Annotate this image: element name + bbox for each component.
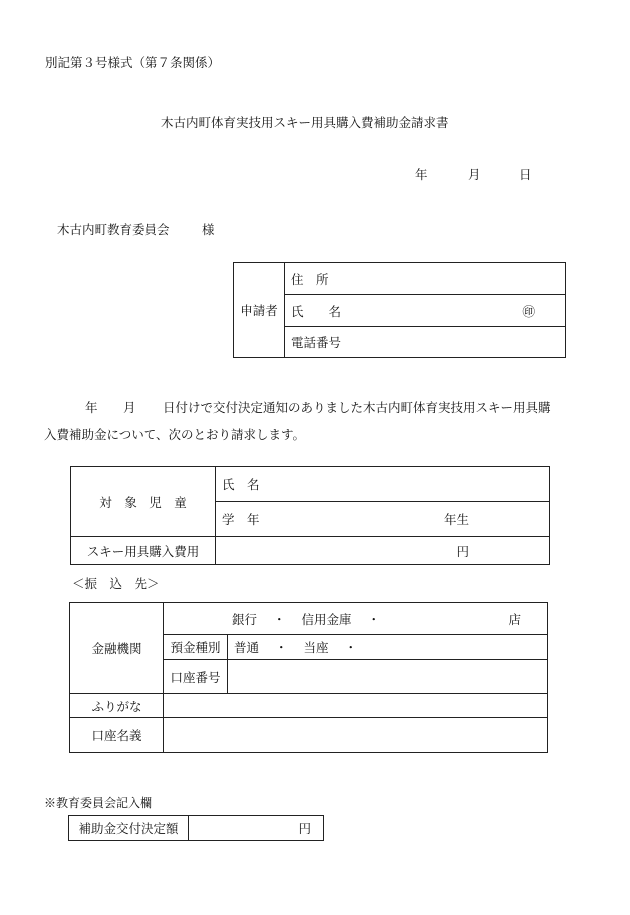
- applicant-table: [233, 262, 566, 358]
- grade-field[interactable]: [216, 502, 550, 537]
- child-name-label: 氏 名: [222, 477, 260, 492]
- bank-dot-1: ・: [273, 611, 286, 627]
- amount-unit: 円: [298, 821, 311, 836]
- date-day: 日: [519, 167, 532, 182]
- bank-label: 銀行: [232, 611, 258, 627]
- deposit-type-label: 預金種別: [164, 635, 228, 660]
- child-name-field[interactable]: [216, 467, 550, 502]
- account-name-field[interactable]: [164, 718, 548, 753]
- cost-label: スキー用具購入費用: [71, 537, 216, 565]
- grade-label: 学 年: [222, 512, 260, 527]
- seal-mark: ㊞: [522, 303, 535, 319]
- addressee-honorific: 様: [202, 222, 215, 237]
- target-table: [70, 466, 550, 565]
- amount-field[interactable]: [189, 816, 324, 841]
- applicant-header: 申請者: [234, 263, 285, 358]
- ordinary-option[interactable]: 普通: [234, 640, 260, 655]
- furigana-field[interactable]: [164, 694, 548, 718]
- furigana-label: ふりがな: [70, 694, 164, 718]
- body-year: 年: [85, 400, 98, 415]
- cost-unit: 円: [456, 543, 469, 559]
- phone-field[interactable]: [285, 327, 566, 358]
- account-number-field[interactable]: [228, 660, 548, 694]
- name-label: 氏 名: [291, 303, 342, 319]
- deposit-dot-1: ・: [275, 640, 288, 655]
- body-line1: 日付けで交付決定通知のありました木古内町体育実技用スキー用具購: [163, 400, 551, 415]
- form-number: 別記第３号様式（第７条関係）: [45, 55, 221, 70]
- bank-name-field[interactable]: [164, 603, 548, 635]
- body-line2: 入費補助金について、次のとおり請求します。: [44, 427, 306, 442]
- bank-table: [69, 602, 548, 753]
- office-use-table: [68, 815, 324, 841]
- current-option[interactable]: 当座: [303, 640, 329, 655]
- address-label: 住 所: [291, 271, 329, 287]
- account-number-label: 口座番号: [164, 660, 228, 694]
- account-name-label: 口座名義: [70, 718, 164, 753]
- deposit-type-field[interactable]: [228, 635, 548, 660]
- deposit-dot-2: ・: [344, 640, 358, 655]
- office-use-heading: ※教育委員会記入欄: [44, 796, 153, 810]
- body-month: 月: [123, 400, 136, 415]
- form-title: 木古内町体育実技用スキー用具購入費補助金請求書: [161, 115, 449, 130]
- date-year: 年: [415, 167, 428, 182]
- branch-label: 店: [508, 611, 521, 627]
- grade-suffix: 年生: [443, 512, 469, 527]
- phone-label: 電話番号: [291, 335, 342, 350]
- transfer-heading: ＜振 込 先＞: [72, 576, 160, 591]
- cost-field[interactable]: [216, 537, 550, 565]
- target-child-label: 対 象 児 童: [71, 467, 216, 537]
- date-month: 月: [468, 167, 481, 182]
- address-field[interactable]: [285, 263, 566, 295]
- institution-label: 金融機関: [70, 603, 164, 694]
- name-field[interactable]: [285, 295, 566, 327]
- bank-dot-2: ・: [367, 611, 381, 627]
- amount-label: 補助金交付決定額: [69, 816, 189, 841]
- credit-union-label: 信用金庫: [301, 611, 352, 627]
- addressee-name: 木古内町教育委員会: [57, 222, 170, 237]
